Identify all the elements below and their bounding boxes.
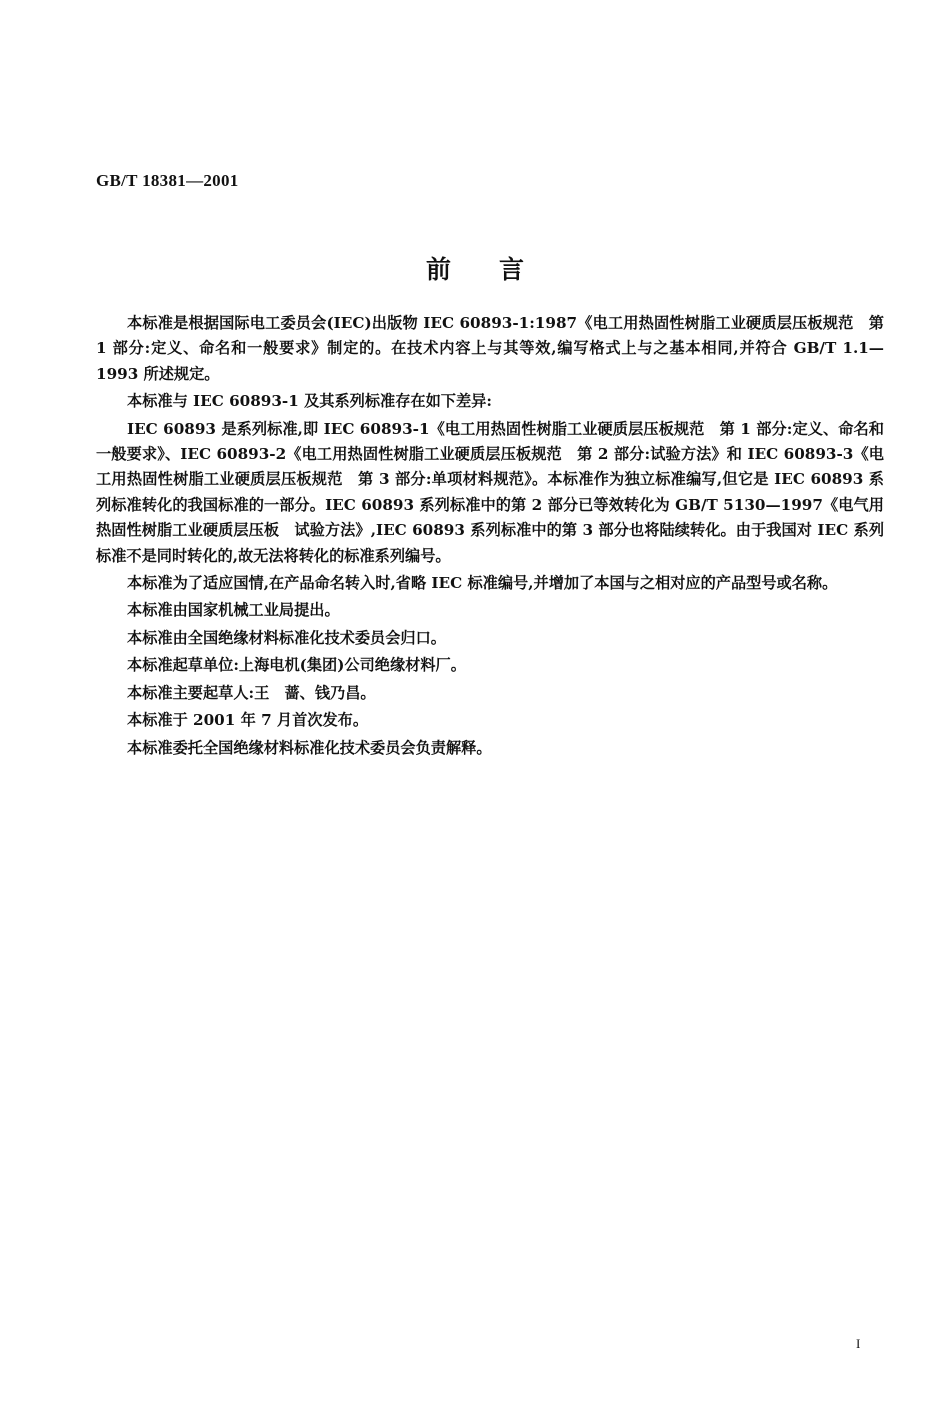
paragraph-release-date: 本标准于 2001 年 7 月首次发布。 — [127, 711, 369, 730]
page-title-char-1: 前 — [425, 255, 451, 284]
paragraph-proposer: 本标准由国家机械工业局提出。 — [127, 601, 340, 620]
page-title — [0, 250, 950, 286]
paragraph-differences-intro: 本标准与 IEC 60893-1 及其系列标准存在如下差异: — [127, 392, 492, 411]
paragraph-naming: 本标准为了适应国情,在产品命名转入时,省略 IEC 标准编号,并增加了本国与之相对应的产品型号或名称。 — [127, 574, 838, 593]
page-number: I — [856, 1336, 861, 1351]
paragraph-drafters: 本标准主要起草人:王 蔷、钱乃昌。 — [127, 683, 376, 702]
paragraph-committee: 本标准由全国绝缘材料标准化技术委员会归口。 — [127, 628, 446, 647]
standard-code: GB/T 18381—2001 — [96, 171, 239, 190]
paragraph-interpretation: 本标准委托全国绝缘材料标准化技术委员会负责解释。 — [127, 738, 492, 757]
foreword-body — [96, 311, 884, 761]
paragraph-series-description: IEC 60893 是系列标准,即 IEC 60893-1《电工用热固性树脂工业硬质层压板规范 第 1 部分:定义、命名和一般要求》、IEC 60893-2《电工用热固性树脂工业硬质层压板规范 第 2 部分:试验方法》和 IEC 60893-3《电工用热固性树脂工业硬质层压板规范 第 3 部分:单项材料规范》。本标准作为独立标准编写,但它是 IEC 60893 系列标准转化的我国标准的一部分。IEC 60893 系列标准中的第 2 部分已等效转化为 GB/T 5130—1997《电气用热固性树脂工业硬质层压板 试验方法》,IEC 60893 系列标准中的第 3 部分也将陆续转化。由于我国对 IEC 系列标准不是同时转化的,故无法将转化的标准系列编号。 — [96, 419, 884, 565]
page-title-char-2: 言 — [499, 255, 525, 284]
paragraph-basis: 本标准是根据国际电工委员会(IEC)出版物 IEC 60893-1:1987《电工用热固性树脂工业硬质层压板规范 第 1 部分:定义、命名和一般要求》制定的。在技术内容上与其等效,编写格式上与之基本相同,并符合 GB/T 1.1—1993 所述规定。 — [96, 314, 884, 383]
paragraph-drafting-unit: 本标准起草单位:上海电机(集团)公司绝缘材料厂。 — [127, 656, 466, 675]
